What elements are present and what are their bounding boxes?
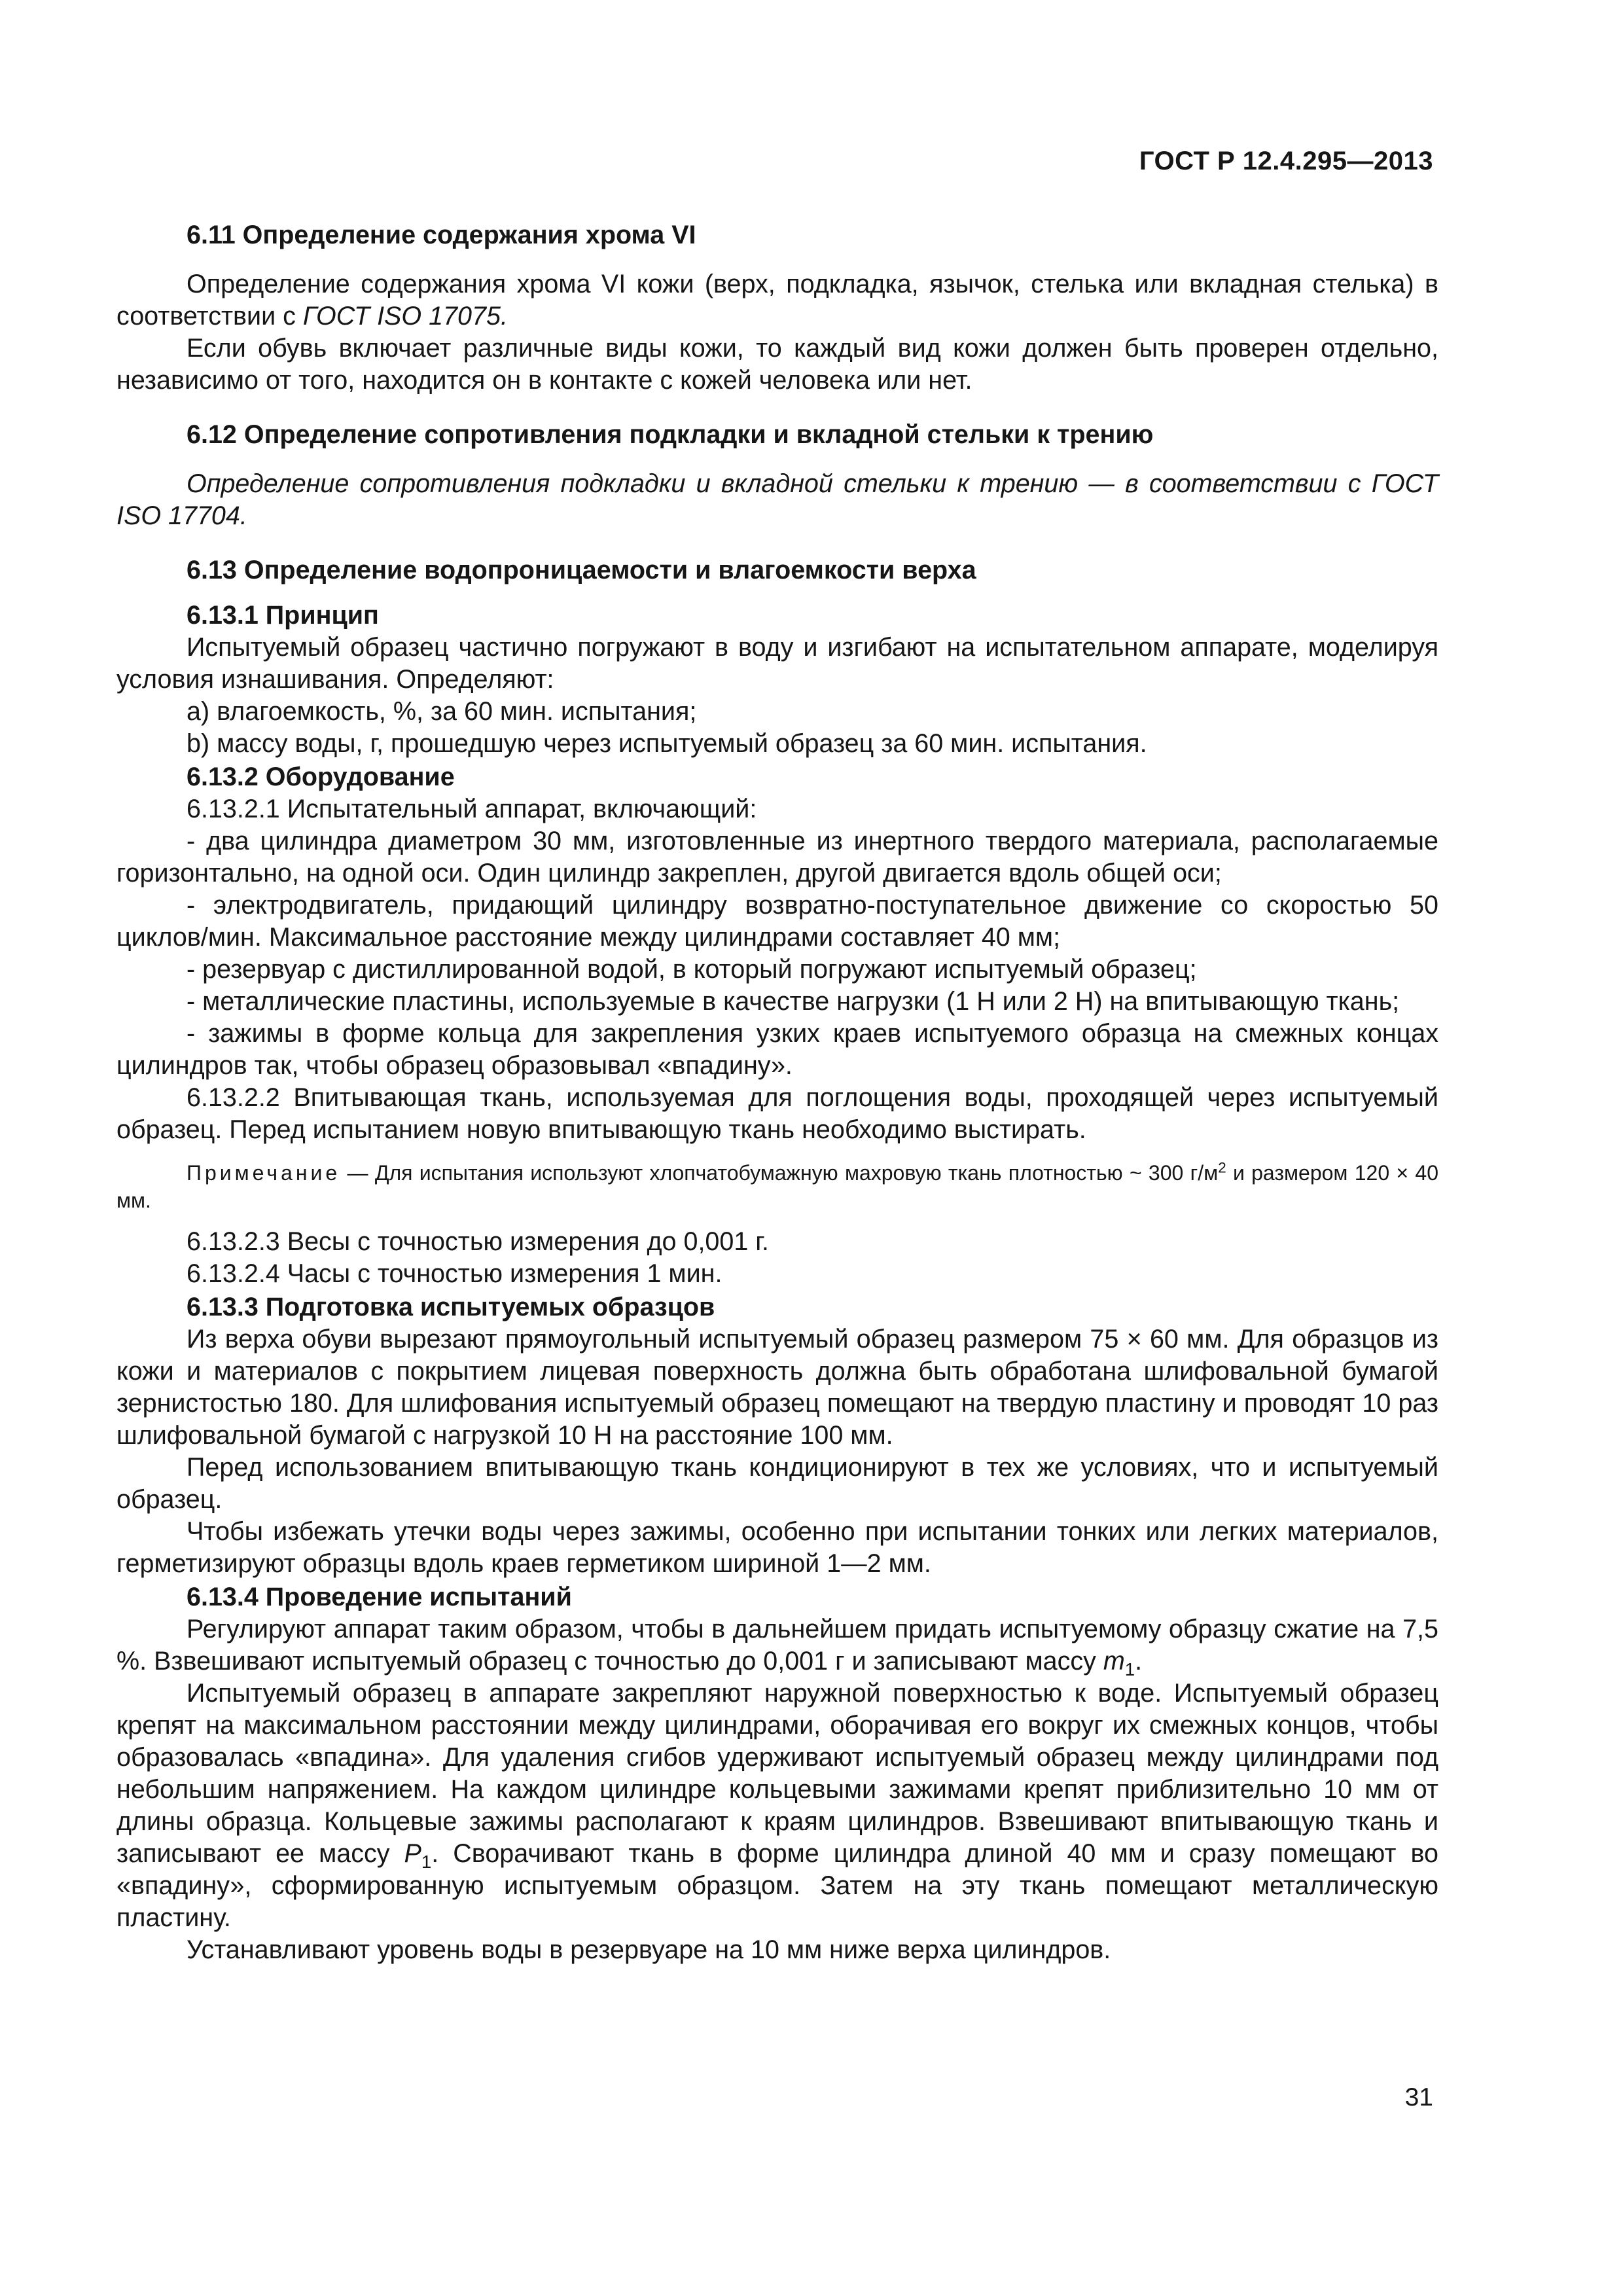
preparation-paragraph-1: Из верха обуви вырезают прямоугольный испытуемый образец размером 75 × 60 мм. Для образцов из кожи и материалов с покрытием лицевая поверхность должна быть обработана шлифовальной бумагой зернистостью 180. Для шлифования испытуемый образец помещают на твердую пластину и проводят 10 раз шлифовальной бумагой с нагрузкой 10 Н на расстояние 100 мм. [116,1325,1438,1450]
note-superscript: 2 [1218,1159,1226,1176]
note [116,1159,1438,1214]
mass-subscript: 1 [1124,1659,1135,1679]
note-text-end: и размером 120 × 40 мм. [116,1161,1439,1212]
procedure-paragraph-2 [116,1677,1438,1934]
subsection-6-13-1-heading: 6.13.1 Принцип [187,601,379,630]
note-text: — Для испытания используют хлопчатобумажную махровую ткань плотностью ~ 300 г/м [340,1161,1219,1185]
page-number: 31 [1404,2083,1433,2111]
section-6-12-paragraph-1: Определение сопротивления подкладки и вкладной стельки к трению — в соответствии с ГОСТ ISO 17704. [116,469,1438,530]
equipment-item-plates: - металлические пластины, используемые в качестве нагрузки (1 Н или 2 Н) на впитывающую ткань; [187,987,1400,1016]
document-body [116,219,1438,1966]
equipment-item-clamps: - зажимы в форме кольца для закрепления узких краев испытуемого образца на смежных концах цилиндров так, чтобы образец образовывал «впадину». [116,1019,1438,1080]
section-6-11-paragraph-2: Если обувь включает различные виды кожи, то каждый вид кожи должен быть проверен отдельно, независимо от того, находится он в контакте с кожей человека или нет. [116,334,1438,395]
paragraph-6-13-2-1: 6.13.2.1 Испытательный аппарат, включающий: [187,795,757,823]
paragraph-6-13-2-3: 6.13.2.3 Весы с точностью измерения до 0,001 г. [187,1227,769,1256]
preparation-paragraph-2: Перед использованием впитывающую ткань кондиционируют в тех же условиях, что и испытуемый образец. [116,1453,1438,1514]
subsection-6-13-2-heading: 6.13.2 Оборудование [187,762,455,791]
subsection-6-13-4-heading: 6.13.4 Проведение испытаний [187,1583,572,1611]
paragraph-text: Определение содержания хрома VI кожи (верх, подкладка, язычок, стелька или вкладная стелька) в соответствии с [116,270,1438,331]
list-item-a: a) влагоемкость, %, за 60 мин. испытания; [187,697,697,726]
procedure-paragraph-1 [116,1613,1438,1677]
paragraph-text: Регулируют аппарат таким образом, чтобы в дальнейшем придать испытуемому образцу сжатие на 7,5 %. Взвешивают испытуемый образец с точностью до 0,001 г и записывают массу [116,1615,1438,1676]
standard-reference: ГОСТ ISO 17075. [302,302,508,331]
mass-variable: m [1103,1647,1125,1676]
mass-variable: P [404,1839,421,1868]
note-label: Примечание [187,1161,341,1185]
list-item-b: b) массу воды, г, прошедшую через испытуемый образец за 60 мин. испытания. [187,729,1147,758]
subsection-6-13-3-heading: 6.13.3 Подготовка испытуемых образцов [187,1293,715,1321]
mass-subscript: 1 [421,1851,432,1872]
principle-paragraph: Испытуемый образец частично погружают в воду и изгибают на испытательном аппарате, моделируя условия изнашивания. Определяют: [116,633,1438,694]
preparation-paragraph-3: Чтобы избежать утечки воды через зажимы, особенно при испытании тонких или легких материалов, герметизируют образцы вдоль краев герметиком шириной 1—2 мм. [116,1517,1438,1578]
paragraph-6-13-2-2: 6.13.2.2 Впитывающая ткань, используемая для поглощения воды, проходящей через испытуемый образец. Перед испытанием новую впитывающую ткань необходимо выстирать. [116,1083,1438,1144]
paragraph-text-continued: . Сворачивают ткань в форме цилиндра длиной 40 мм и сразу помещают во «впадину», сформированную испытуемым образцом. Затем на эту ткань помещают металлическую пластину. [116,1839,1438,1932]
document-id-header: ГОСТ Р 12.4.295—2013 [1139,147,1433,175]
paragraph-text: Испытуемый образец в аппарате закрепляют наружной поверхностью к воде. Испытуемый образец крепят на максимальном расстоянии между цилиндрами, оборачивая его вокруг их смежных концов, чтобы образовалась «впадина». Для удаления сгибов удерживают испытуемый образец между цилиндрами под небольшим напряжением. На каждом цилиндре кольцевыми зажимами крепят приблизительно 10 мм от длины образца. Кольцевые зажимы располагают к краям цилиндров. Взвешивают впитывающую ткань и записывают ее массу [116,1679,1438,1868]
equipment-item-cylinders: - два цилиндра диаметром 30 мм, изготовленные из инертного твердого материала, располагаемые горизонтально, на одной оси. Один цилиндр закреплен, другой двигается вдоль общей оси; [116,827,1438,888]
section-6-12-heading: 6.12 Определение сопротивления подкладки и вкладной стельки к трению [187,420,1154,449]
section-6-13-heading: 6.13 Определение водопроницаемости и влагоемкости верха [187,556,976,584]
paragraph-6-13-2-4: 6.13.2.4 Часы с точностью измерения 1 мин. [187,1259,722,1288]
section-6-11-heading: 6.11 Определение содержания хрома VI [187,221,696,249]
section-6-11-paragraph-1 [116,268,1438,332]
equipment-item-reservoir: - резервуар с дистиллированной водой, в который погружают испытуемый образец; [187,955,1197,984]
equipment-item-motor: - электродвигатель, придающий цилиндру возвратно-поступательное движение со скоростью 50 циклов/мин. Максимальное расстояние между цилиндрами составляет 40 мм; [116,891,1438,952]
procedure-paragraph-3: Устанавливают уровень воды в резервуаре на 10 мм ниже верха цилиндров. [187,1935,1111,1964]
paragraph-end: . [1135,1647,1143,1676]
